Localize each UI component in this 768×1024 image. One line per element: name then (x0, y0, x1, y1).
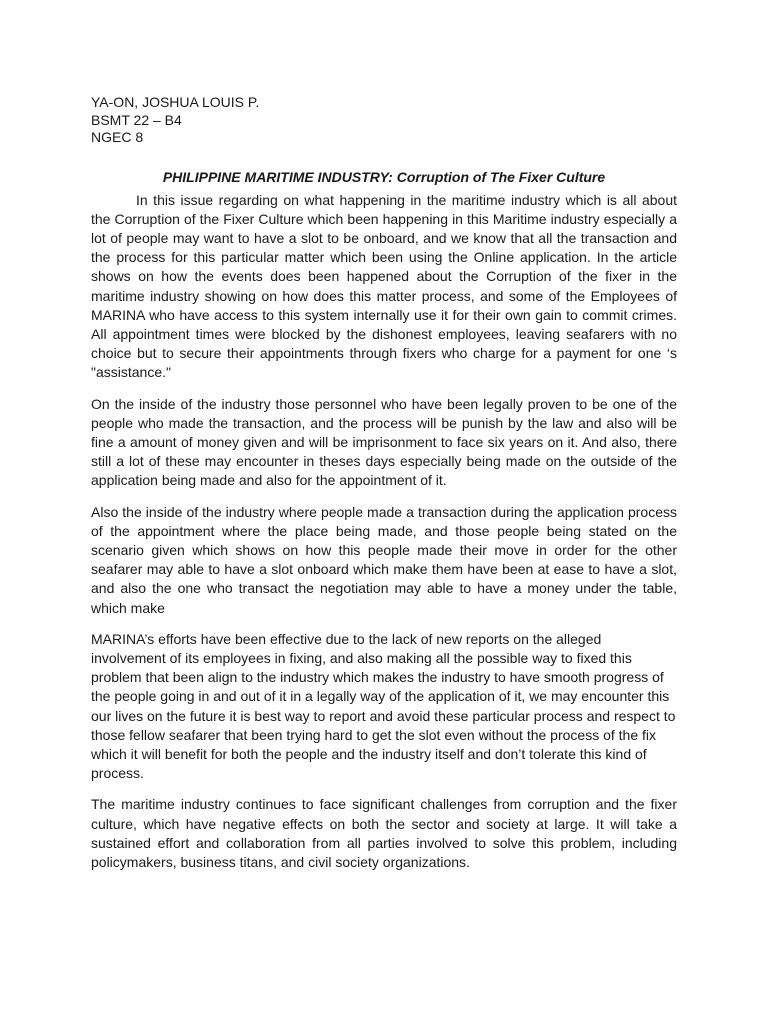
document-title: PHILIPPINE MARITIME INDUSTRY: Corruption of The Fixer Culture (162, 168, 606, 185)
paragraph-1: In this issue regarding on what happening in the maritime industry which is all about the Corruption of the Fixer Culture which been happening in this Maritime industry especially a lot of people may want to have a slot to be onboard, and we know that all the transaction and the process for this particular matter which been using the Online application. In the article shows on how the events does been happened about the Corruption of the fixer in the maritime industry showing on how does this matter process, and some of the Employees of MARINA who have access to this system internally use it for their own gain to commit crimes. All appointment times were blocked by the dishonest employees, leaving seafarers with no choice but to secure their appointments through fixers who charge for a payment for one ‘s "assistance." (91, 191, 677, 381)
course-code: NGEC 8 (91, 129, 144, 145)
author-section: BSMT 22 – B4 (91, 111, 182, 128)
paragraph-3: Also the inside of the industry where people made a transaction during the application process of the appointment where the place being made, and those people being stated on the scenario given which shows on how this people made their move in order for the other seafarer may able to have a slot onboard which make them have been at ease to have a slot, and also the one who transact the negotiation may able to have a money under the table, which make (91, 503, 677, 616)
paragraph-2: On the inside of the industry those personnel who have been legally proven to be one of the people who made the transaction, and the process will be punish by the law and also will be fine a amount of money given and will be imprisonment to face six years on it. And also, there still a lot of these may encounter in theses days especially being made on the outside of the application being made and also for the appointment of it. (91, 395, 677, 489)
paragraph-4: MARINA’s efforts have been effective due to the lack of new reports on the alleged involvement of its employees in fixing, and also making all the possible way to fixed this problem that been align to the industry which makes the industry to have smooth progress of the people going in and out of it in a legally way of the application of it, we may encounter this our lives on the future it is best way to report and avoid these particular process and respect to those fellow seafarer that been trying hard to get the slot even without the process of the fix which it will benefit for both the people and the industry itself and don’t tolerate this kind of process. (91, 630, 676, 782)
paragraph-5: The maritime industry continues to face significant challenges from corruption and the fixer culture, which have negative effects on both the sector and society at large. It will take a sustained effort and collaboration from all parties involved to solve this problem, including policymakers, business titans, and civil society organizations. (91, 796, 677, 870)
author-name: YA-ON, JOSHUA LOUIS P. (91, 94, 260, 110)
